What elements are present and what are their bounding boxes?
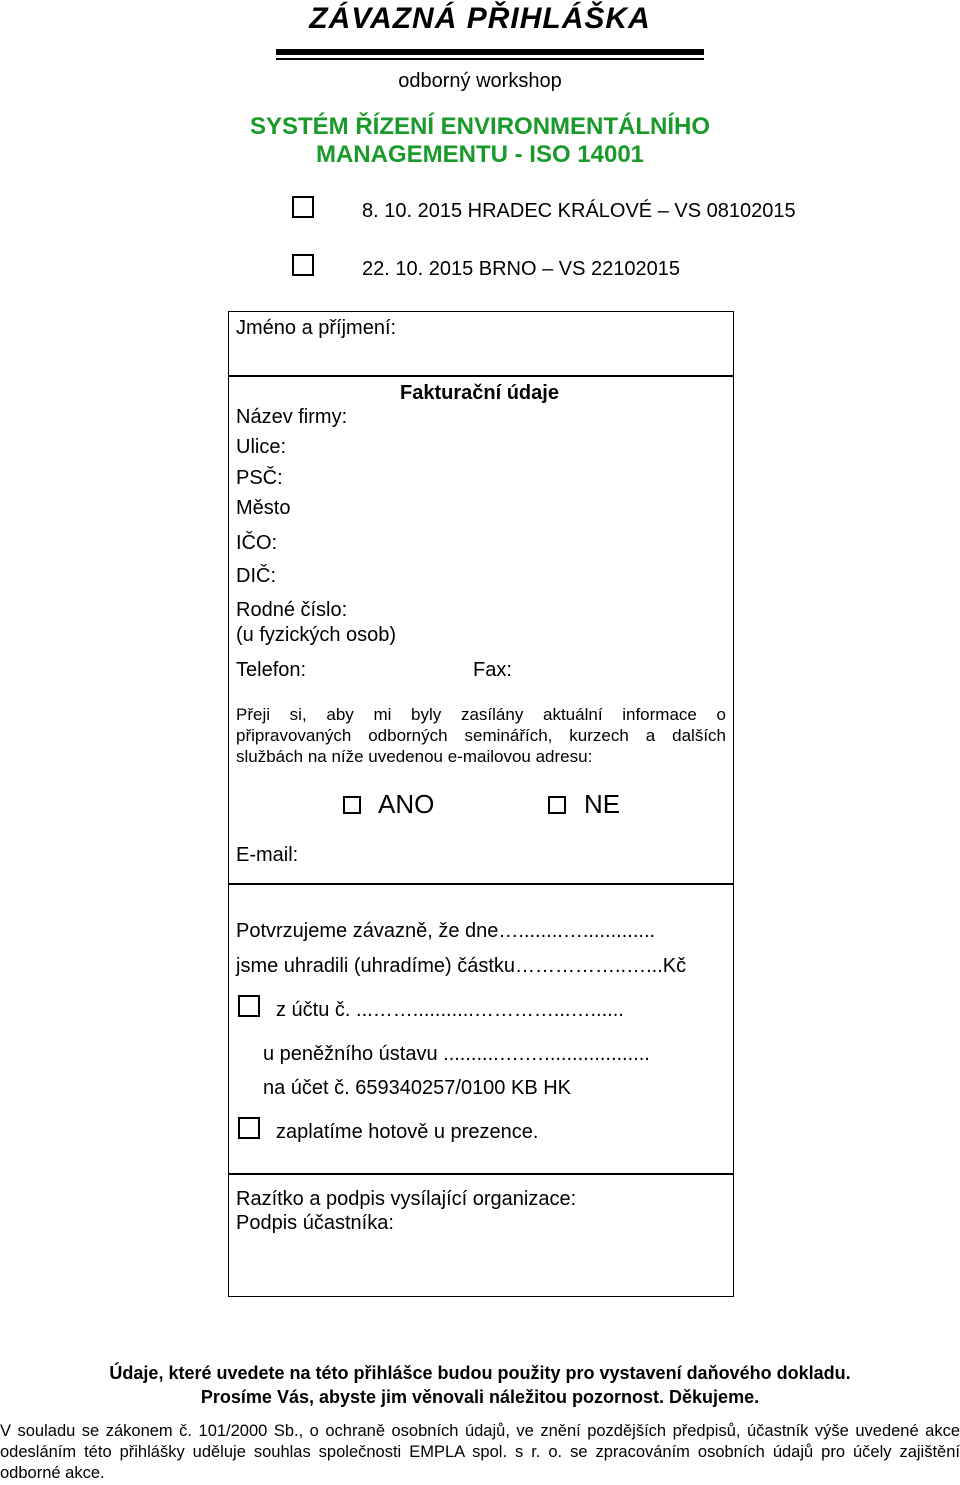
city-field-label: Město: [236, 497, 291, 519]
registration-form-box: [228, 311, 734, 1297]
newsletter-yes-checkbox[interactable]: [343, 796, 361, 814]
company-field-label: Název firmy:: [236, 406, 348, 428]
tax-note-line1: Údaje, které uvedete na této přihlášce budou použity pro vystavení daňového dokladu.: [109, 1363, 851, 1383]
tax-note-line2: Prosíme Vás, abyste jim věnovali náležitou pozornost. Děkujeme.: [200, 1387, 760, 1407]
course-title-line2: MANAGEMENTU - ISO 14001: [315, 141, 645, 168]
payment-amount: jsme uhradili (uhradíme) částku……………..…...Kč: [236, 955, 687, 977]
name-field-label: Jméno a příjmení:: [236, 317, 397, 339]
zip-field-label: PSČ:: [236, 467, 283, 489]
dic-field-label: DIČ:: [236, 565, 276, 587]
street-field-label: Ulice:: [236, 436, 287, 458]
participant-signature-label: Podpis účastníka:: [236, 1212, 394, 1234]
divider: [228, 1173, 734, 1175]
privacy-consent-text: V souladu se zákonem č. 101/2000 Sb., o ochraně osobních údajů, ve znění pozdějších předpisů, účastník výše uvedené akce odesláním této přihlášky uděluje souhlas společnosti EMPLA spol. s r. o. se zpracováním osobních údajů pro účely zajištění odborné akce.: [0, 1422, 960, 1482]
subtitle: odborný workshop: [398, 70, 562, 92]
pay-cash-checkbox[interactable]: [238, 1117, 260, 1139]
billing-heading: Fakturační údaje: [400, 382, 559, 404]
date-option-brno-checkbox[interactable]: [292, 254, 314, 276]
pay-cash-label: zaplatíme hotově u prezence.: [276, 1121, 539, 1143]
newsletter-no-checkbox[interactable]: [548, 796, 566, 814]
divider: [228, 883, 734, 885]
title-underline-thin: [276, 58, 704, 60]
payment-confirm-date: Potvrzujeme závazně, že dne…........….............: [236, 920, 656, 942]
phone-field-label: Telefon:: [236, 659, 307, 681]
source-account-line: z účtu č. ...……...........…………...…......: [276, 999, 624, 1021]
birth-number-label: Rodné číslo:: [236, 599, 348, 621]
page-title: ZÁVAZNÁ PŘIHLÁŠKA: [309, 2, 651, 35]
title-underline-thick: [276, 49, 704, 55]
target-account-line: na účet č. 659340257/0100 KB HK: [263, 1077, 572, 1099]
divider: [228, 375, 734, 377]
bank-line: u peněžního ústavu ..........….…...................: [263, 1043, 650, 1065]
organization-stamp-label: Razítko a podpis vysílající organizace:: [236, 1188, 577, 1210]
date-option-hradec-checkbox[interactable]: [292, 196, 314, 218]
fax-field-label: Fax:: [473, 659, 512, 681]
course-title-line1: SYSTÉM ŘÍZENÍ ENVIRONMENTÁLNÍHO: [249, 113, 711, 140]
pay-by-transfer-checkbox[interactable]: [238, 995, 260, 1017]
newsletter-consent-text: Přeji si, aby mi byly zasílány aktuální informace o připravovaných odborných seminářích, kurzech a dalších službách na níže uvedenou e-mailovou adresu:: [236, 705, 726, 766]
ico-field-label: IČO:: [236, 532, 278, 554]
date-option-brno-label: 22. 10. 2015 BRNO – VS 22102015: [362, 258, 681, 280]
newsletter-no-label: NE: [584, 789, 621, 819]
newsletter-yes-label: ANO: [378, 789, 435, 819]
date-option-hradec-label: 8. 10. 2015 HRADEC KRÁLOVÉ – VS 08102015: [362, 200, 796, 222]
email-field-label: E-mail:: [236, 844, 299, 866]
birth-number-note: (u fyzických osob): [236, 624, 397, 646]
